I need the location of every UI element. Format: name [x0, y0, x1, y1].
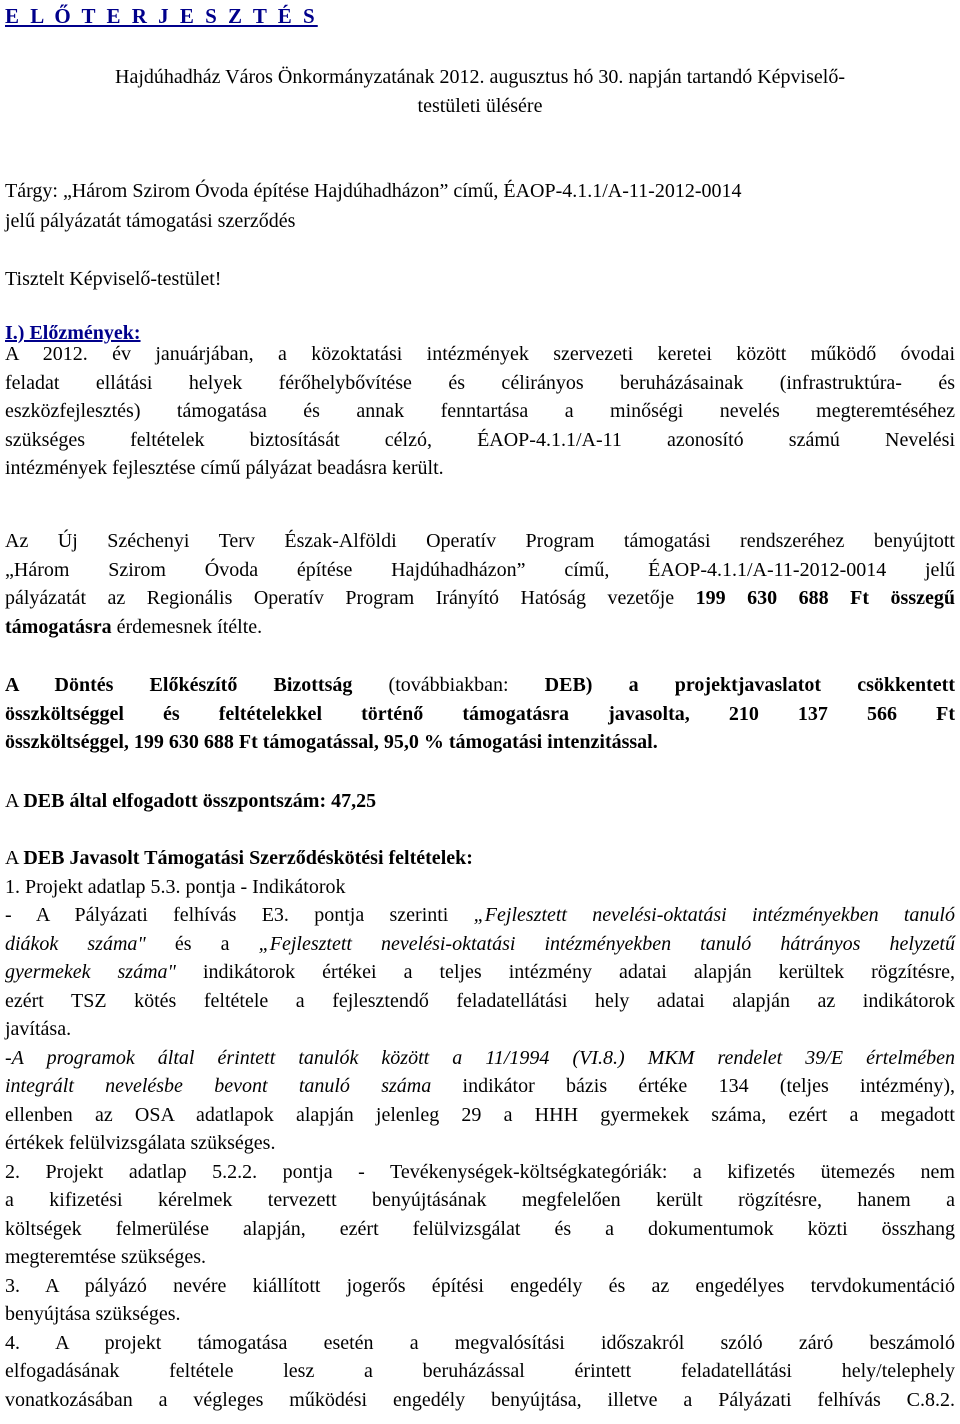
paragraph-deb — [5, 671, 955, 757]
paragraph-line: javítása. — [5, 1018, 72, 1040]
text-run-italic: diákok száma" — [5, 932, 146, 955]
grant-word: támogatásra — [5, 615, 112, 638]
text-run: A — [5, 847, 24, 869]
paragraph-line: költségek felmerülése alapján, ezért felülvizsgálat és a dokumentumok közti összhang — [5, 1217, 955, 1240]
paragraph-line — [5, 958, 955, 987]
paragraph-line — [5, 613, 955, 642]
paragraph-line: szükséges feltételek biztosítását célzó, ÉAOP-4.1.1/A-11 azonosító számú Nevelési — [5, 428, 955, 451]
paragraph-line: -A programok által érintett tanulók között a 11/1994 (VI.8.) MKM rendelet 39/E értelmében — [5, 1046, 955, 1069]
paragraph-line — [5, 584, 955, 613]
grant-amount: 199 630 688 Ft összegű — [695, 587, 955, 609]
paragraph-line: elfogadásának feltétele lesz a beruházással érintett feladatellátási hely/telephely — [5, 1360, 955, 1382]
paragraph-line: összköltséggel, 199 630 688 Ft támogatással, 95,0 % támogatási intenzitással. — [5, 731, 658, 753]
salutation: Tisztelt Képviselő-testület! — [5, 268, 222, 290]
paragraph-line: a kifizetési kérelmek tervezett benyújtásának megfelelően került rögzítésre, hanem a — [5, 1189, 955, 1211]
meeting-header — [5, 63, 955, 121]
text-run: indikátorok értékei a teljes intézmény adatai alapján kerültek rögzítésre, — [175, 961, 955, 983]
conditions-section — [5, 844, 955, 1414]
meeting-header-line-1: Hajdúhadház Város Önkormányzatának 2012. augusztus hó 30. napján tartandó Képviselő- — [115, 66, 845, 88]
paragraph-line: vonatkozásában a végleges működési engedély benyújtása, illetve a Pályázati felhívás C.8.2. — [5, 1388, 955, 1411]
paragraph-line: Az Új Széchenyi Terv Észak-Alföldi Operatív Program támogatási rendszeréhez benyújtott — [5, 530, 955, 552]
subject-line-1: Tárgy: „Három Szirom Óvoda építése Hajdúhadházon” című, ÉAOP-4.1.1/A-11-2012-0014 — [5, 180, 742, 202]
conditions-heading — [5, 844, 955, 873]
paragraph-line: ezért TSZ kötés feltétele a fejlesztendő feladatellátási hely adatai alapján az indikátorok — [5, 989, 955, 1012]
text-run-italic: „Fejlesztett nevelési-oktatási intézményekben tanuló — [473, 904, 955, 926]
text-run: (továbbiakban: — [352, 674, 545, 696]
paragraph-line: megteremtése szükséges. — [5, 1246, 207, 1268]
paragraph-line: 3. A pályázó nevére kiállított jogerős építési engedély és az engedélyes tervdokumentáció — [5, 1274, 955, 1297]
paragraph-grant-decision — [5, 527, 955, 641]
paragraph-line: „Három Szirom Óvoda építése Hajdúhadházon” című, ÉAOP-4.1.1/A-11-2012-0014 jelű — [5, 558, 955, 581]
paragraph-line — [5, 930, 955, 959]
text-run: és a — [145, 932, 259, 955]
paragraph-background — [5, 340, 955, 483]
paragraph-line — [5, 1072, 955, 1101]
text-run-bold: DEB) a projektjavaslatot csökkentett — [544, 674, 955, 696]
committee-name: A Döntés Előkészítő Bizottság — [5, 674, 353, 696]
document-title: E L Ő T E R J E S Z T É S — [5, 4, 318, 28]
paragraph-line: értékek felülvizsgálata szükséges. — [5, 1132, 276, 1154]
paragraph-line: intézmények fejlesztése című pályázat beadásra került. — [5, 457, 444, 479]
text-run: A — [5, 790, 24, 812]
paragraph-line: 4. A projekt támogatása esetén a megvalósítási időszakról szóló záró beszámoló — [5, 1331, 955, 1354]
paragraph-line: ellenben az OSA adatlapok alapján jelenleg 29 a HHH gyermekek száma, ezért a megadott — [5, 1103, 955, 1126]
text-run-italic: „Fejlesztett nevelési-oktatási intézményekben tanuló hátrányos helyzetű — [258, 932, 955, 955]
score-line — [5, 787, 955, 816]
subject — [5, 176, 955, 236]
condition-item-1-title: 1. Projekt adatlap 5.3. pontja - Indikátorok — [5, 875, 346, 898]
paragraph-line: 2. Projekt adatlap 5.2.2. pontja - Tevékenységek-költségkategóriák: a kifizetés ütemezés nem — [5, 1160, 955, 1183]
paragraph-line: benyújtása szükséges. — [5, 1303, 181, 1325]
paragraph-line: A 2012. év januárjában, a közoktatási intézmények szervezeti keretei között működő óvodai — [5, 343, 955, 365]
text-run: pályázatát az Regionális Operatív Program Irányító Hatóság vezetője — [5, 587, 696, 609]
text-run: - A Pályázati felhívás E3. pontja szerinti — [5, 904, 474, 926]
paragraph-line — [5, 901, 955, 930]
text-run-italic: integrált nevelésbe bevont tanuló száma — [5, 1075, 432, 1097]
text-run-italic: gyermekek száma" — [5, 961, 176, 983]
section-title: I.) Előzmények: — [5, 322, 141, 344]
paragraph-line — [5, 671, 955, 700]
paragraph-line: feladat ellátási helyek férőhelybővítése és célirányos beruházásainak (infrastruktúra- és — [5, 371, 955, 394]
paragraph-line: összköltséggel és feltételekkel történő támogatásra javasolta, 210 137 566 Ft — [5, 702, 955, 725]
text-run-bold: DEB Javasolt Támogatási Szerződéskötési feltételek: — [23, 847, 473, 869]
paragraph-line: eszközfejlesztés) támogatása és annak fenntartása a minőségi nevelés megteremtéséhez — [5, 400, 955, 422]
score-value: DEB által elfogadott összpontszám: 47,25 — [23, 790, 377, 812]
text-run: indikátor bázis értéke 134 (teljes intézmény), — [431, 1075, 955, 1097]
text-run: érdemesnek ítélte. — [111, 615, 263, 638]
meeting-header-line-2: testületi ülésére — [417, 95, 543, 117]
subject-line-2: jelű pályázatát támogatási szerződés — [5, 210, 296, 232]
